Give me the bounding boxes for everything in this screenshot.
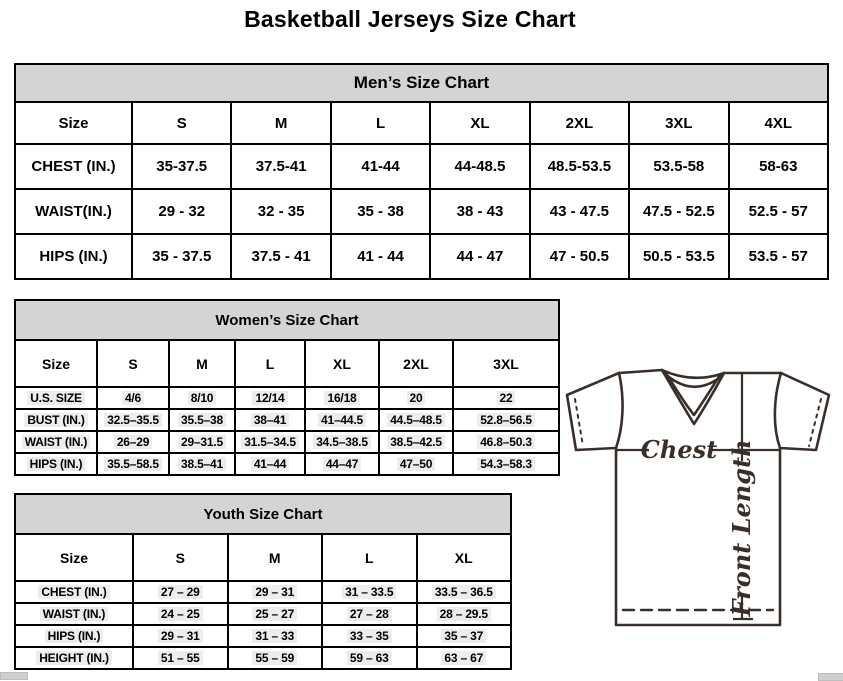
table-row [15, 189, 828, 234]
column-header: M [169, 340, 235, 387]
size-value: 29 - 32 [158, 203, 206, 220]
row-label: WAIST(IN.) [35, 203, 112, 220]
row-label: CHEST (IN.) [38, 585, 109, 599]
table-row [15, 625, 511, 647]
page-title: Basketball Jerseys Size Chart [244, 6, 576, 32]
size-value: 34.5–38.5 [313, 435, 371, 449]
column-header: 4XL [729, 102, 828, 144]
youth-header-row [15, 534, 511, 581]
column-header: L [235, 340, 305, 387]
size-value: 38.5–41 [178, 457, 226, 471]
size-value: 43 - 47.5 [549, 203, 609, 220]
youth-size-table [14, 493, 512, 670]
size-value: 20 [407, 391, 426, 405]
size-value: 50.5 - 53.5 [642, 248, 715, 265]
column-header: XL [305, 340, 379, 387]
size-value: 35.5–38 [178, 413, 226, 427]
jersey-collar [662, 370, 724, 378]
size-value: 53.5 - 57 [748, 248, 808, 265]
size-value: 38 - 43 [456, 203, 504, 220]
table-row [15, 234, 828, 279]
size-value: 35 - 38 [357, 203, 404, 220]
size-value: 53.5-58 [653, 158, 705, 175]
size-value: 33 – 35 [347, 629, 392, 643]
column-header: L [331, 102, 430, 144]
mens-header-row [15, 102, 828, 144]
row-label: HEIGHT (IN.) [36, 651, 112, 665]
column-header: 2XL [379, 340, 453, 387]
column-header: Size [15, 340, 97, 387]
youth-title-row [15, 494, 511, 534]
table-row [15, 409, 559, 431]
horizontal-scrollbar-fragment-right[interactable] [818, 673, 843, 681]
column-header: 3XL [453, 340, 559, 387]
size-value: 31 – 33.5 [342, 585, 396, 599]
size-value: 44.5–48.5 [387, 413, 445, 427]
column-header: M [228, 534, 323, 581]
size-value: 33.5 – 36.5 [432, 585, 496, 599]
column-header: XL [417, 534, 512, 581]
size-value: 44-48.5 [454, 158, 506, 175]
mens-table-title: Men’s Size Chart [15, 64, 828, 102]
row-label: HIPS (IN.) [39, 248, 108, 265]
size-value: 59 – 63 [347, 651, 392, 665]
size-value: 52.8–56.5 [477, 413, 535, 427]
size-value: 38.5–42.5 [387, 435, 445, 449]
row-label: WAIST (IN.) [40, 607, 108, 621]
womens-title-row [15, 300, 559, 340]
size-value: 35.5–58.5 [104, 457, 162, 471]
column-header: L [322, 534, 417, 581]
size-value: 27 – 29 [158, 585, 203, 599]
womens-header-row [15, 340, 559, 387]
row-label: HIPS (IN.) [45, 629, 104, 643]
womens-size-table [14, 299, 560, 476]
youth-table-title: Youth Size Chart [15, 494, 511, 534]
size-value: 35-37.5 [156, 158, 208, 175]
row-label: BUST (IN.) [24, 413, 87, 427]
size-value: 41–44 [251, 457, 289, 471]
column-header: XL [430, 102, 529, 144]
size-value: 32.5–35.5 [104, 413, 162, 427]
size-value: 8/10 [188, 391, 217, 405]
size-value: 27 – 28 [347, 607, 392, 621]
size-value: 41-44 [361, 158, 400, 175]
table-row [15, 431, 559, 453]
table-row [15, 603, 511, 625]
row-label: U.S. SIZE [27, 391, 85, 405]
size-value: 54.3–58.3 [477, 457, 535, 471]
size-value: 31.5–34.5 [241, 435, 299, 449]
size-value: 16/18 [324, 391, 359, 405]
table-row [15, 647, 511, 669]
size-value: 37.5 - 41 [251, 248, 311, 265]
size-value: 29–31.5 [178, 435, 226, 449]
size-value: 41 - 44 [357, 248, 404, 265]
size-value: 29 – 31 [158, 629, 203, 643]
size-value: 37.5-41 [255, 158, 307, 175]
jersey-right-sleeve [780, 373, 829, 450]
size-value: 35 - 37.5 [152, 248, 212, 265]
column-header: Size [15, 102, 132, 144]
jersey-diagram [557, 362, 842, 679]
column-header: S [97, 340, 169, 387]
mens-size-table [14, 63, 829, 280]
size-value: 41–44.5 [318, 413, 366, 427]
row-label: CHEST (IN.) [31, 158, 116, 175]
size-value: 47–50 [397, 457, 435, 471]
column-header: Size [15, 534, 133, 581]
size-value: 58-63 [759, 158, 798, 175]
size-value: 46.8–50.3 [477, 435, 535, 449]
table-row [15, 453, 559, 475]
row-label: WAIST (IN.) [22, 435, 90, 449]
size-value: 4/6 [122, 391, 144, 405]
row-label: HIPS (IN.) [27, 457, 86, 471]
size-value: 22 [497, 391, 516, 405]
column-header: 3XL [629, 102, 728, 144]
size-value: 35 – 37 [441, 629, 486, 643]
size-value: 47 - 50.5 [549, 248, 609, 265]
size-value: 12/14 [252, 391, 287, 405]
size-value: 25 – 27 [252, 607, 297, 621]
size-value: 32 - 35 [257, 203, 305, 220]
womens-table-title: Women’s Size Chart [15, 300, 559, 340]
column-header: M [231, 102, 330, 144]
jersey-left-sleeve [567, 373, 619, 450]
column-header: S [132, 102, 231, 144]
front-length-label: Front Length [727, 439, 756, 617]
table-row [15, 581, 511, 603]
size-value: 52.5 - 57 [748, 203, 808, 220]
size-value: 48.5-53.5 [547, 158, 612, 175]
size-value: 31 – 33 [252, 629, 297, 643]
column-header: 2XL [530, 102, 629, 144]
size-value: 51 – 55 [158, 651, 203, 665]
jersey-left-armhole [616, 373, 623, 448]
table-row [15, 144, 828, 189]
size-value: 47.5 - 52.5 [642, 203, 715, 220]
mens-title-row [15, 64, 828, 102]
jersey-left-shoulder [619, 370, 662, 373]
size-value: 29 – 31 [252, 585, 297, 599]
size-value: 44–47 [323, 457, 361, 471]
jersey-right-armhole [775, 373, 781, 448]
size-value: 24 – 25 [158, 607, 203, 621]
size-value: 44 - 47 [456, 248, 504, 265]
column-header: S [133, 534, 228, 581]
size-value: 26–29 [114, 435, 152, 449]
size-value: 63 – 67 [441, 651, 486, 665]
chest-label: Chest [640, 435, 718, 464]
size-value: 38–41 [251, 413, 289, 427]
size-value: 55 – 59 [252, 651, 297, 665]
size-value: 28 – 29.5 [437, 607, 491, 621]
table-row [15, 387, 559, 409]
jersey-left-cuff-dashes [575, 399, 583, 446]
